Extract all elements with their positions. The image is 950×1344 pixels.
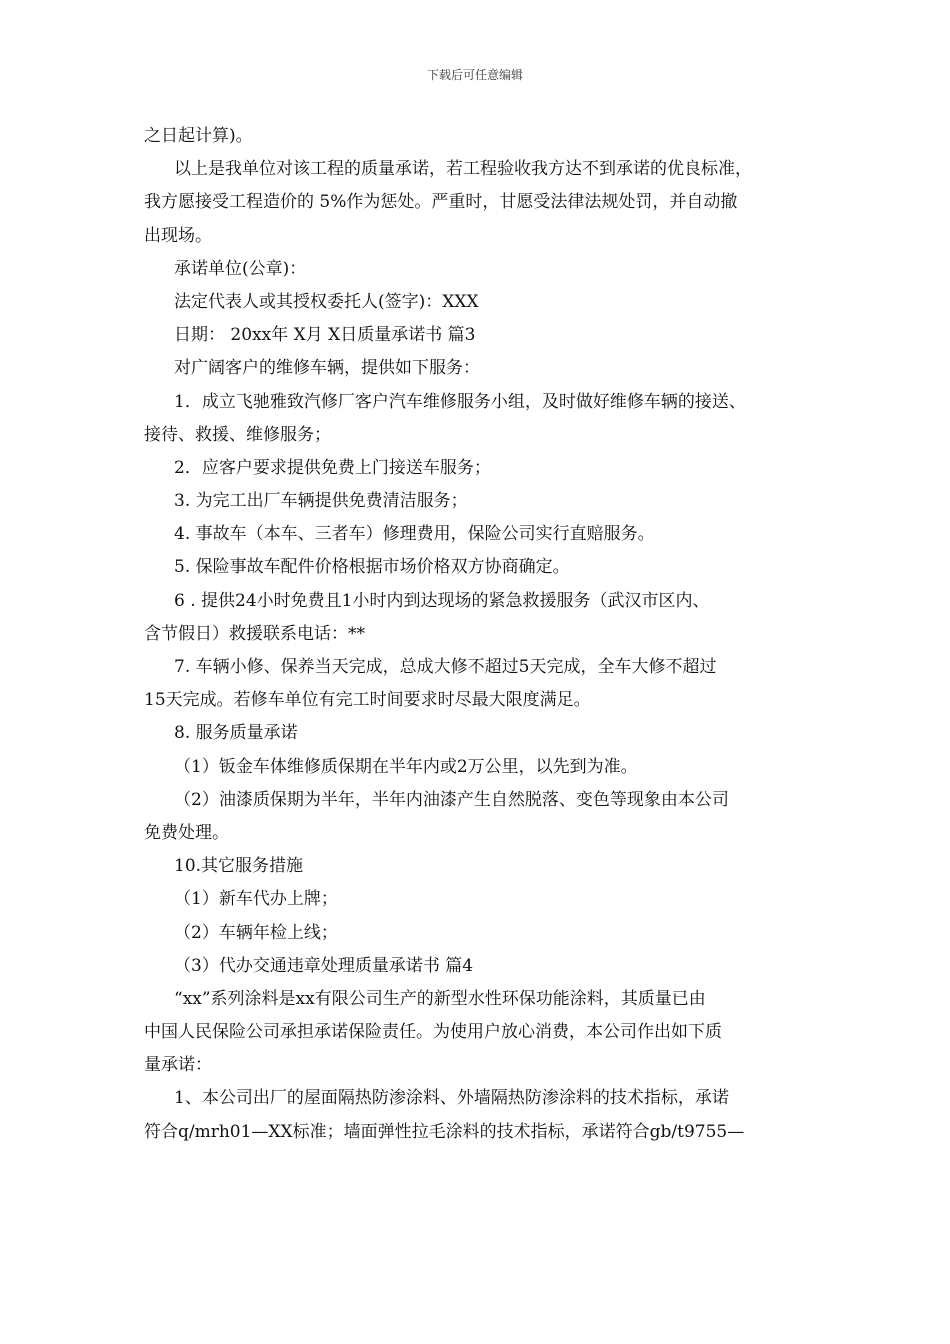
text-line: 日期： 20xx年 X月 X日质量承诺书 篇3 xyxy=(174,325,476,346)
text-line: 法定代表人或其授权委托人(签字)：XXX xyxy=(174,291,479,312)
text-line: 1、本公司出厂的屋面隔热防渗涂料、外墙隔热防渗涂料的技术指标，承诺 xyxy=(174,1088,729,1109)
text-line: （1）钣金车体维修质保期在半年内或2万公里，以先到为准。 xyxy=(174,756,638,777)
text-line: 中国人民保险公司承担承诺保险责任。为使用户放心消费，本公司作出如下质 xyxy=(144,1022,722,1043)
text-line: 对广阔客户的维修车辆，提供如下服务： xyxy=(174,358,480,379)
text-line: 10.其它服务措施 xyxy=(174,856,304,877)
text-line: 2．应客户要求提供免费上门接送车服务； xyxy=(174,457,491,478)
text-line: 之日起计算)。 xyxy=(144,126,253,146)
text-line: 4. 事故车（本车、三者车）修理费用，保险公司实行直赔服务。 xyxy=(174,524,655,545)
text-line: 8. 服务质量承诺 xyxy=(174,723,298,744)
text-line: （3）代办交通违章处理质量承诺书 篇4 xyxy=(174,955,474,976)
document-body xyxy=(144,120,824,1149)
text-line: 接待、救援、维修服务； xyxy=(144,424,331,445)
text-line: 以上是我单位对该工程的质量承诺，若工程验收我方达不到承诺的优良标准， xyxy=(174,159,752,180)
text-line: 量承诺： xyxy=(144,1055,212,1076)
text-line: 符合q/mrh01—XX标准；墙面弹性拉毛涂料的技术指标，承诺符合gb/t9755— xyxy=(144,1121,745,1142)
text-line: 含节假日）救援联系电话：** xyxy=(144,623,365,644)
text-line: 1．成立飞驰雅致汽修厂客户汽车维修服务小组，及时做好维修车辆的接送、 xyxy=(174,391,746,412)
text-line: 出现场。 xyxy=(144,225,212,246)
text-line: （1）新车代办上牌； xyxy=(174,889,338,910)
page-header: 下载后可任意编辑 xyxy=(426,68,523,82)
text-line: 免费处理。 xyxy=(144,822,229,843)
text-line: 7. 车辆小修、保养当天完成，总成大修不超过5天完成，全车大修不超过 xyxy=(174,657,717,677)
text-line: 3. 为完工出厂车辆提供免费清洁服务； xyxy=(174,491,468,512)
text-line: 我方愿接受工程造价的 5%作为惩处。严重时，甘愿受法律法规处罚，并自动撤 xyxy=(144,192,738,213)
text-line: 5. 保险事故车配件价格根据市场价格双方协商确定。 xyxy=(174,557,570,578)
text-line: 6 . 提供24小时免费且1小时内到达现场的紧急救援服务（武汉市区内、 xyxy=(174,590,710,611)
text-line: 15天完成。若修车单位有完工时间要求时尽最大限度满足。 xyxy=(144,690,591,711)
text-line: （2）车辆年检上线； xyxy=(174,922,338,943)
text-line: “xx”系列涂料是xx有限公司生产的新型水性环保功能涂料，其质量已由 xyxy=(174,988,706,1009)
text-line: （2）油漆质保期为半年，半年内油漆产生自然脱落、变色等现象由本公司 xyxy=(174,789,729,810)
text-line: 承诺单位(公章)： xyxy=(174,258,307,279)
